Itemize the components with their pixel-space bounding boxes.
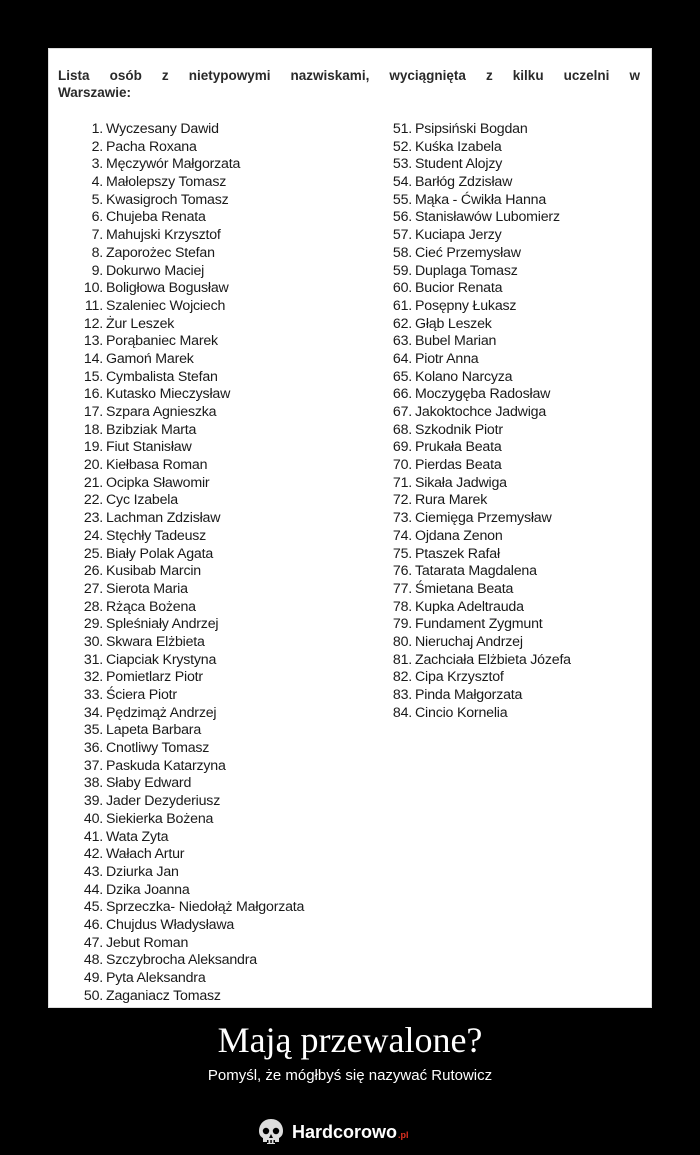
item-number: 23. bbox=[83, 510, 103, 527]
item-number: 58. bbox=[392, 244, 412, 261]
list-item bbox=[392, 492, 642, 510]
item-name: Zachciała Elżbieta Józefa bbox=[415, 651, 571, 668]
item-name: Ocipka Sławomir bbox=[106, 474, 210, 491]
item-number: 57. bbox=[392, 227, 412, 244]
list-item bbox=[392, 652, 642, 670]
item-name: Sierota Maria bbox=[106, 580, 188, 597]
item-number: 63. bbox=[392, 333, 412, 350]
heading-word: w bbox=[629, 68, 640, 83]
item-number: 62. bbox=[392, 315, 412, 332]
list-item bbox=[79, 333, 369, 351]
item-number: 32. bbox=[83, 669, 103, 686]
item-number: 8. bbox=[91, 244, 103, 261]
list-item bbox=[79, 192, 369, 210]
list-item bbox=[392, 263, 642, 281]
item-name: Chujeba Renata bbox=[106, 209, 206, 226]
list-item bbox=[392, 139, 642, 157]
list-item bbox=[79, 599, 369, 617]
item-number: 49. bbox=[83, 970, 103, 986]
item-number: 47. bbox=[83, 934, 103, 951]
list-item bbox=[79, 899, 369, 917]
item-number: 66. bbox=[392, 386, 412, 403]
list-item bbox=[79, 775, 369, 793]
item-name: Student Alojzy bbox=[415, 156, 503, 173]
caption-subtitle: Pomyśl, że mógłbyś się nazywać Rutowicz bbox=[207, 1067, 493, 1084]
item-name: Skwara Elżbieta bbox=[106, 633, 205, 650]
document-heading bbox=[58, 67, 640, 101]
item-number: 9. bbox=[91, 262, 103, 279]
item-name: Rżąca Bożena bbox=[106, 598, 196, 615]
item-number: 80. bbox=[392, 633, 412, 650]
item-name: Zaganiacz Tomasz bbox=[106, 987, 221, 1004]
item-number: 67. bbox=[392, 404, 412, 420]
names-list-left bbox=[79, 121, 369, 1005]
item-number: 6. bbox=[91, 209, 103, 226]
item-name: Wyczesany Dawid bbox=[106, 121, 219, 137]
heading-word: z bbox=[485, 68, 493, 83]
item-name: Kuciapa Jerzy bbox=[415, 227, 502, 244]
item-name: Fiut Stanisław bbox=[106, 439, 192, 456]
item-number: 13. bbox=[83, 333, 103, 350]
list-item bbox=[392, 616, 642, 634]
item-name: Moczygęba Radosław bbox=[415, 386, 551, 403]
item-number: 81. bbox=[392, 651, 412, 668]
item-name: Boligłowa Bogusław bbox=[106, 280, 229, 297]
item-name: Kiełbasa Roman bbox=[106, 457, 208, 474]
item-number: 12. bbox=[83, 315, 103, 332]
list-item bbox=[392, 475, 642, 493]
list-item bbox=[392, 422, 642, 440]
item-name: Kupka Adeltrauda bbox=[415, 598, 524, 615]
list-item bbox=[79, 316, 369, 334]
item-name: Małolepszy Tomasz bbox=[106, 174, 227, 191]
item-number: 24. bbox=[83, 527, 103, 544]
item-number: 82. bbox=[392, 669, 412, 686]
item-number: 29. bbox=[83, 616, 103, 633]
item-number: 19. bbox=[83, 439, 103, 456]
heading-word: kilku bbox=[512, 68, 544, 83]
item-name: Cnotliwy Tomasz bbox=[106, 740, 210, 757]
list-item bbox=[79, 245, 369, 263]
item-name: Biały Polak Agata bbox=[106, 545, 214, 562]
list-item bbox=[392, 599, 642, 617]
list-item bbox=[79, 121, 369, 139]
list-item bbox=[392, 227, 642, 245]
item-name: Jebut Roman bbox=[106, 934, 189, 951]
list-item bbox=[79, 935, 369, 953]
item-number: 53. bbox=[392, 156, 412, 173]
item-name: Pacha Roxana bbox=[106, 138, 197, 155]
list-item bbox=[79, 758, 369, 776]
item-number: 33. bbox=[83, 687, 103, 703]
brand-logo[interactable] bbox=[256, 1116, 409, 1148]
item-name: Kutasko Mieczysław bbox=[106, 386, 231, 403]
list-item bbox=[392, 386, 642, 404]
item-name: Paskuda Katarzyna bbox=[106, 757, 226, 774]
list-item bbox=[392, 245, 642, 263]
list-item bbox=[79, 864, 369, 882]
item-number: 36. bbox=[83, 740, 103, 757]
item-number: 21. bbox=[83, 474, 103, 491]
item-name: Jakoktochce Jadwiga bbox=[415, 404, 547, 420]
item-name: Cymbalista Stefan bbox=[106, 368, 218, 385]
list-item bbox=[79, 616, 369, 634]
item-name: Bucior Renata bbox=[415, 280, 503, 297]
item-name: Gamoń Marek bbox=[106, 350, 194, 367]
item-number: 2. bbox=[91, 138, 103, 155]
item-name: Sikała Jadwiga bbox=[415, 474, 507, 491]
list-item bbox=[392, 528, 642, 546]
names-list-right bbox=[392, 121, 642, 722]
item-number: 35. bbox=[83, 722, 103, 739]
list-item bbox=[79, 722, 369, 740]
item-number: 20. bbox=[83, 457, 103, 474]
list-item bbox=[79, 492, 369, 510]
list-item bbox=[79, 546, 369, 564]
list-item bbox=[79, 386, 369, 404]
list-item bbox=[79, 209, 369, 227]
heading-word: uczelni bbox=[563, 68, 610, 83]
list-item bbox=[79, 369, 369, 387]
list-item bbox=[79, 740, 369, 758]
item-name: Porąbaniec Marek bbox=[106, 333, 218, 350]
item-number: 4. bbox=[91, 174, 103, 191]
list-item bbox=[79, 793, 369, 811]
item-number: 52. bbox=[392, 138, 412, 155]
item-name: Słaby Edward bbox=[106, 775, 192, 792]
item-number: 73. bbox=[392, 510, 412, 527]
item-name: Pomietlarz Piotr bbox=[106, 669, 203, 686]
item-name: Cieć Przemysław bbox=[415, 244, 521, 261]
list-item bbox=[79, 510, 369, 528]
item-name: Pyta Aleksandra bbox=[106, 970, 206, 986]
brand-tld: .pl bbox=[398, 1130, 409, 1140]
item-name: Kusibab Marcin bbox=[106, 563, 201, 580]
list-item bbox=[392, 156, 642, 174]
list-item bbox=[392, 687, 642, 705]
list-item bbox=[392, 546, 642, 564]
item-number: 38. bbox=[83, 775, 103, 792]
list-item bbox=[79, 581, 369, 599]
item-number: 28. bbox=[83, 598, 103, 615]
item-name: Duplaga Tomasz bbox=[415, 262, 518, 279]
item-name: Tatarata Magdalena bbox=[415, 563, 537, 580]
item-name: Cincio Kornelia bbox=[415, 704, 508, 721]
item-name: Ciapciak Krystyna bbox=[106, 651, 217, 668]
scanned-document bbox=[48, 48, 652, 1008]
list-item bbox=[392, 510, 642, 528]
item-number: 25. bbox=[83, 545, 103, 562]
item-name: Psipsiński Bogdan bbox=[415, 121, 528, 137]
item-name: Śmietana Beata bbox=[415, 580, 514, 597]
item-name: Barłóg Zdzisław bbox=[415, 174, 513, 191]
item-number: 69. bbox=[392, 439, 412, 456]
item-name: Głąb Leszek bbox=[415, 315, 492, 332]
item-number: 79. bbox=[392, 616, 412, 633]
item-name: Bubel Marian bbox=[415, 333, 497, 350]
heading-line-2: Warszawie: bbox=[58, 85, 132, 100]
item-name: Ptaszek Rafał bbox=[415, 545, 500, 562]
list-item bbox=[79, 652, 369, 670]
item-name: Męczywór Małgorzata bbox=[106, 156, 241, 173]
item-name: Cipa Krzysztof bbox=[415, 669, 504, 686]
item-number: 77. bbox=[392, 580, 412, 597]
list-item bbox=[79, 528, 369, 546]
list-item bbox=[79, 351, 369, 369]
list-item bbox=[79, 174, 369, 192]
list-item bbox=[79, 634, 369, 652]
item-name: Pierdas Beata bbox=[415, 457, 502, 474]
item-number: 11. bbox=[84, 297, 103, 314]
heading-word: nazwiskami, bbox=[290, 68, 370, 83]
list-item bbox=[392, 563, 642, 581]
item-number: 41. bbox=[83, 828, 103, 845]
item-number: 14. bbox=[83, 350, 103, 367]
item-number: 46. bbox=[83, 916, 103, 933]
item-name: Lapeta Barbara bbox=[106, 722, 202, 739]
item-name: Kolano Narcyza bbox=[415, 368, 513, 385]
list-item bbox=[79, 811, 369, 829]
list-item bbox=[79, 475, 369, 493]
item-name: Lachman Zdzisław bbox=[106, 510, 221, 527]
item-name: Prukała Beata bbox=[415, 439, 502, 456]
item-name: Siekierka Bożena bbox=[106, 810, 214, 827]
item-number: 74. bbox=[392, 527, 412, 544]
item-name: Szpara Agnieszka bbox=[106, 404, 217, 420]
item-name: Wałach Artur bbox=[106, 846, 185, 863]
list-item bbox=[79, 280, 369, 298]
item-number: 27. bbox=[83, 580, 103, 597]
item-number: 26. bbox=[83, 563, 103, 580]
list-item bbox=[79, 952, 369, 970]
item-number: 78. bbox=[392, 598, 412, 615]
item-name: Nieruchaj Andrzej bbox=[415, 633, 523, 650]
item-number: 18. bbox=[83, 421, 103, 438]
list-item bbox=[79, 846, 369, 864]
item-number: 83. bbox=[392, 687, 412, 703]
item-number: 71. bbox=[392, 474, 412, 491]
list-item bbox=[392, 581, 642, 599]
item-name: Pinda Małgorzata bbox=[415, 687, 523, 703]
list-item bbox=[392, 369, 642, 387]
item-name: Wata Zyta bbox=[106, 828, 169, 845]
item-number: 75. bbox=[392, 545, 412, 562]
item-name: Szkodnik Piotr bbox=[415, 421, 503, 438]
item-number: 30. bbox=[83, 633, 103, 650]
item-name: Rura Marek bbox=[415, 492, 488, 509]
list-item bbox=[392, 457, 642, 475]
list-item bbox=[79, 988, 369, 1006]
item-number: 1. bbox=[91, 121, 103, 137]
item-number: 55. bbox=[392, 191, 412, 208]
item-name: Sprzeczka- Niedołąż Małgorzata bbox=[106, 899, 305, 916]
item-number: 84. bbox=[392, 704, 412, 721]
item-number: 31. bbox=[83, 651, 103, 668]
item-number: 7. bbox=[91, 227, 103, 244]
list-item bbox=[392, 209, 642, 227]
item-number: 39. bbox=[83, 793, 103, 810]
list-item bbox=[79, 882, 369, 900]
item-number: 37. bbox=[83, 757, 103, 774]
item-name: Spleśniały Andrzej bbox=[106, 616, 219, 633]
item-name: Bzibziak Marta bbox=[106, 421, 197, 438]
item-number: 17. bbox=[83, 404, 103, 420]
item-name: Ojdana Zenon bbox=[415, 527, 503, 544]
list-item bbox=[79, 227, 369, 245]
list-item bbox=[392, 298, 642, 316]
item-number: 64. bbox=[392, 350, 412, 367]
item-name: Szczybrocha Aleksandra bbox=[106, 952, 257, 969]
list-item bbox=[79, 669, 369, 687]
item-name: Szaleniec Wojciech bbox=[106, 297, 226, 314]
item-name: Cyc Izabela bbox=[106, 492, 178, 509]
list-item bbox=[392, 280, 642, 298]
item-number: 60. bbox=[392, 280, 412, 297]
list-item bbox=[79, 687, 369, 705]
item-number: 56. bbox=[392, 209, 412, 226]
item-name: Stęchły Tadeusz bbox=[106, 527, 207, 544]
item-number: 22. bbox=[83, 492, 103, 509]
list-item bbox=[392, 121, 642, 139]
list-item bbox=[79, 263, 369, 281]
item-name: Zaporożec Stefan bbox=[106, 244, 215, 261]
skull-icon bbox=[256, 1117, 286, 1147]
list-item bbox=[392, 174, 642, 192]
item-name: Kuśka Izabela bbox=[415, 138, 502, 155]
item-number: 59. bbox=[392, 262, 412, 279]
list-item bbox=[79, 563, 369, 581]
item-number: 68. bbox=[392, 421, 412, 438]
item-name: Dziurka Jan bbox=[106, 863, 179, 880]
item-name: Piotr Anna bbox=[415, 350, 479, 367]
list-item bbox=[79, 298, 369, 316]
item-name: Stanisławów Lubomierz bbox=[415, 209, 560, 226]
brand-name: Hardcorowo bbox=[292, 1121, 398, 1142]
caption-title: Mają przewalone? bbox=[217, 1020, 483, 1060]
heading-word: nietypowymi bbox=[188, 68, 271, 83]
item-number: 61. bbox=[392, 297, 412, 314]
list-item bbox=[392, 333, 642, 351]
list-item bbox=[79, 829, 369, 847]
item-name: Ściera Piotr bbox=[106, 687, 177, 703]
list-item bbox=[79, 156, 369, 174]
item-number: 43. bbox=[83, 863, 103, 880]
item-name: Mahujski Krzysztof bbox=[106, 227, 221, 244]
list-item bbox=[79, 970, 369, 988]
item-number: 10. bbox=[83, 280, 103, 297]
item-number: 40. bbox=[83, 810, 103, 827]
item-number: 44. bbox=[83, 881, 103, 898]
list-item bbox=[79, 439, 369, 457]
heading-word: osób bbox=[109, 68, 142, 83]
list-item bbox=[79, 917, 369, 935]
item-number: 16. bbox=[83, 386, 103, 403]
item-number: 42. bbox=[83, 846, 103, 863]
item-number: 5. bbox=[91, 191, 103, 208]
list-item bbox=[79, 139, 369, 157]
item-number: 45. bbox=[83, 899, 103, 916]
item-number: 65. bbox=[392, 368, 412, 385]
list-item bbox=[392, 404, 642, 422]
list-item bbox=[79, 404, 369, 422]
list-item bbox=[392, 634, 642, 652]
heading-word: z bbox=[161, 68, 169, 83]
item-name: Posępny Łukasz bbox=[415, 297, 517, 314]
item-number: 50. bbox=[83, 987, 103, 1004]
item-name: Dokurwo Maciej bbox=[106, 262, 205, 279]
item-name: Pędzimąż Andrzej bbox=[106, 704, 217, 721]
item-name: Chujdus Władysława bbox=[106, 916, 235, 933]
item-number: 70. bbox=[392, 457, 412, 474]
item-number: 54. bbox=[392, 174, 412, 191]
item-name: Ciemięga Przemysław bbox=[415, 510, 552, 527]
item-name: Jader Dezyderiusz bbox=[106, 793, 221, 810]
item-number: 76. bbox=[392, 563, 412, 580]
item-number: 72. bbox=[392, 492, 412, 509]
list-item bbox=[79, 422, 369, 440]
list-item bbox=[79, 457, 369, 475]
item-number: 15. bbox=[83, 368, 103, 385]
item-name: Fundament Zygmunt bbox=[415, 616, 543, 633]
list-item bbox=[392, 192, 642, 210]
item-number: 3. bbox=[91, 156, 103, 173]
item-name: Żur Leszek bbox=[106, 315, 175, 332]
list-item bbox=[392, 439, 642, 457]
list-item bbox=[392, 705, 642, 723]
list-item bbox=[392, 351, 642, 369]
heading-word: Lista bbox=[58, 68, 90, 83]
heading-line-1 bbox=[58, 67, 640, 84]
list-item bbox=[392, 669, 642, 687]
item-name: Kwasigroch Tomasz bbox=[106, 191, 229, 208]
heading-word: wyciągnięta bbox=[389, 68, 466, 83]
list-item bbox=[392, 316, 642, 334]
item-number: 51. bbox=[392, 121, 412, 137]
item-number: 48. bbox=[83, 952, 103, 969]
item-number: 34. bbox=[83, 704, 103, 721]
item-name: Mąka - Ćwikła Hanna bbox=[415, 191, 547, 208]
list-item bbox=[79, 705, 369, 723]
item-name: Dzika Joanna bbox=[106, 881, 190, 898]
